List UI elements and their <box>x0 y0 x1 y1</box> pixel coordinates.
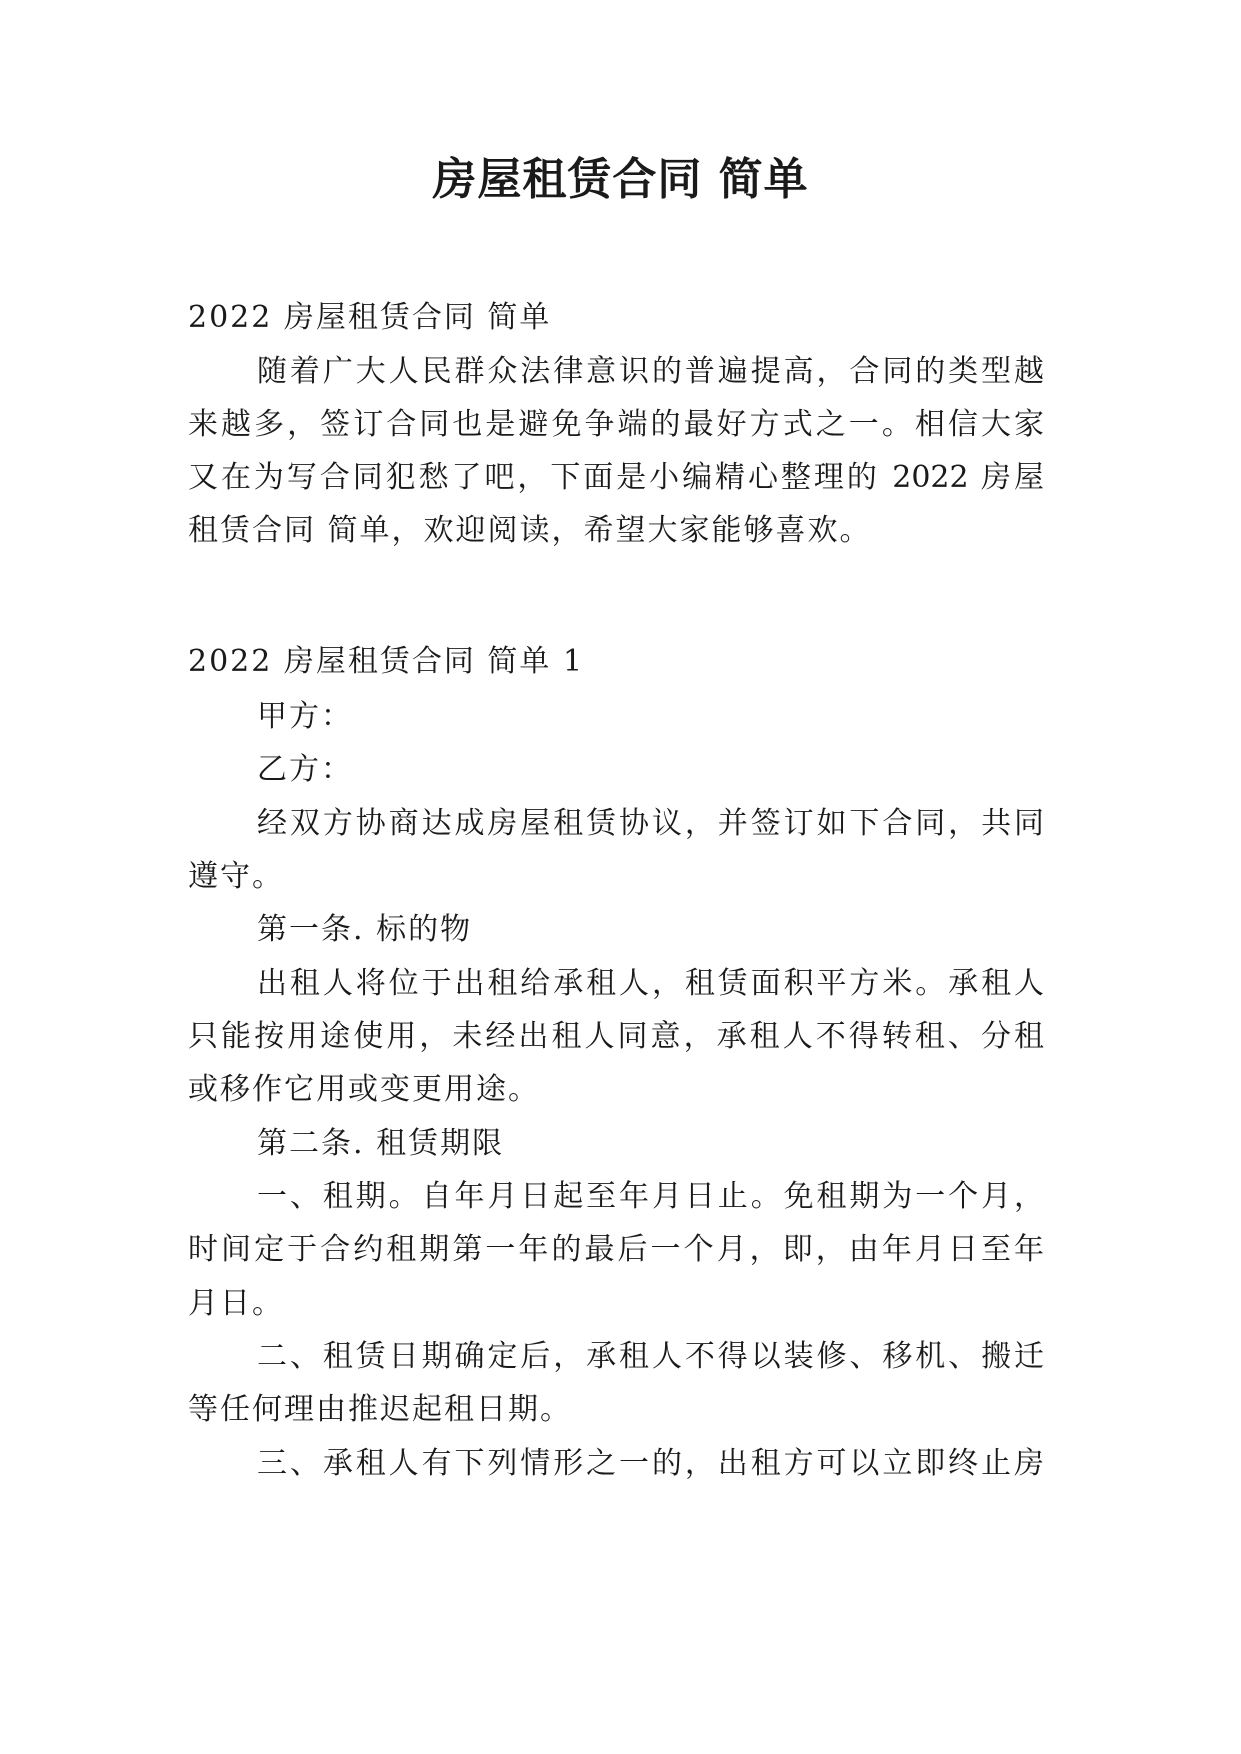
intro-heading: 2022 房屋租赁合同 简单 <box>188 300 552 335</box>
section-heading: 2022 房屋租赁合同 简单 1 <box>188 644 585 679</box>
party-b-label: 乙方： <box>257 752 353 787</box>
article-heading: 第一条. 标的物 <box>257 912 473 947</box>
article-text-line: 时间定于合约租期第一年的最后一个月，即，由年月日至年 <box>188 1232 1044 1267</box>
article-text-line: 一、租期。自年月日起至年月日止。免租期为一个月， <box>257 1179 1044 1214</box>
article-text-line: 等任何理由推迟起租日期。 <box>188 1392 572 1427</box>
intro-paragraph-line: 租赁合同 简单，欢迎阅读，希望大家能够喜欢。 <box>188 513 872 548</box>
article-heading: 第二条. 租赁期限 <box>257 1126 505 1161</box>
intro-paragraph-line: 来越多，签订合同也是避免争端的最好方式之一。相信大家 <box>188 407 1044 442</box>
intro-paragraph-line: 随着广大人民群众法律意识的普遍提高，合同的类型越 <box>257 354 1044 389</box>
party-a-label: 甲方： <box>257 699 353 734</box>
agreement-line: 经双方协商达成房屋租赁协议，并签订如下合同，共同 <box>257 806 1044 841</box>
article-text-line: 或移作它用或变更用途。 <box>188 1072 540 1107</box>
article-text-line: 月日。 <box>188 1286 284 1321</box>
document-title: 房屋租赁合同 简单 <box>432 154 809 205</box>
article-text-line: 三、承租人有下列情形之一的，出租方可以立即终止房 <box>257 1446 1044 1481</box>
article-text-line: 出租人将位于出租给承租人，租赁面积平方米。承租人 <box>257 966 1044 1001</box>
agreement-line: 遵守。 <box>188 859 284 894</box>
article-text-line: 只能按用途使用，未经出租人同意，承租人不得转租、分租 <box>188 1019 1044 1054</box>
article-text-line: 二、租赁日期确定后，承租人不得以装修、移机、搬迁 <box>257 1339 1044 1374</box>
intro-paragraph-line: 又在为写合同犯愁了吧，下面是小编精心整理的 2022 房屋 <box>188 460 1044 495</box>
